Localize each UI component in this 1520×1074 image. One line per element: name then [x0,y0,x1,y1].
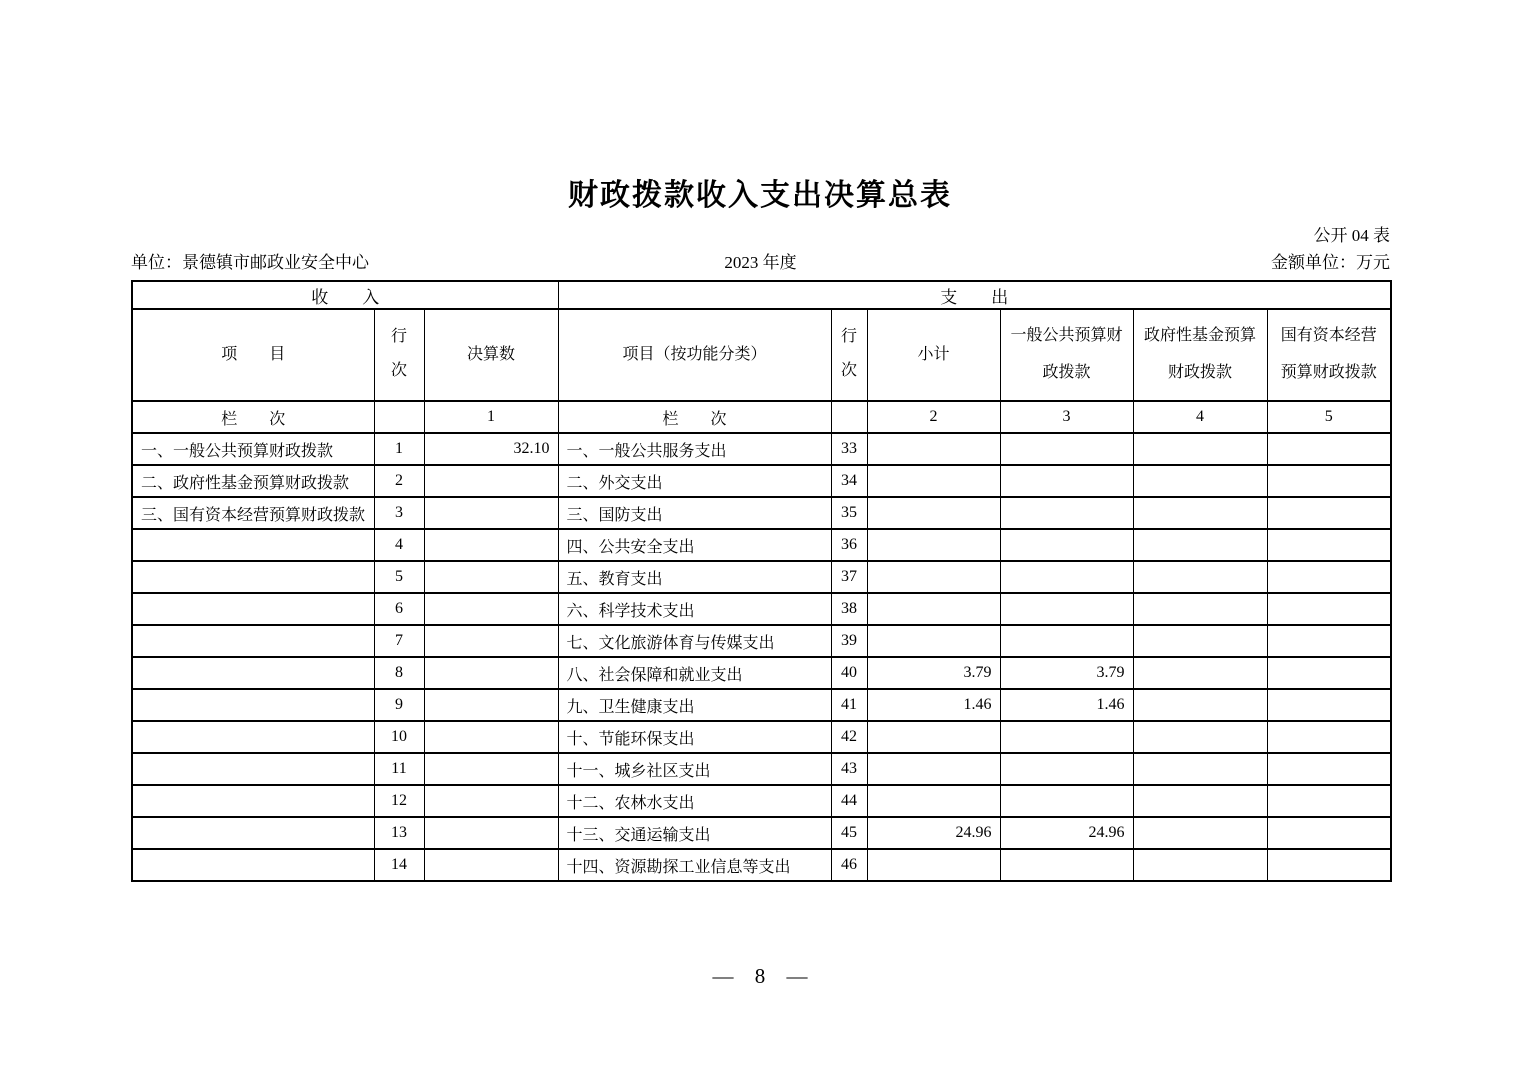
income-amount [424,689,558,721]
general-budget-value [1000,529,1133,561]
state-capital-value [1267,529,1391,561]
col-header-gov-fund: 政府性基金预算财政拨款 [1133,309,1267,401]
expense-item: 四、公共安全支出 [558,529,831,561]
subtotal-value [867,753,1000,785]
income-amount [424,785,558,817]
expense-row-no: 34 [831,465,867,497]
index-col-4: 4 [1133,401,1267,433]
table-row [132,785,1391,817]
gov-fund-value [1133,529,1267,561]
index-col-1: 1 [424,401,558,433]
income-row-no: 5 [374,561,424,593]
fiscal-appropriation-table [131,280,1392,882]
state-capital-value [1267,561,1391,593]
general-budget-value: 3.79 [1000,657,1133,689]
index-col-3: 3 [1000,401,1133,433]
expense-row-no: 44 [831,785,867,817]
income-amount [424,561,558,593]
expense-row-no: 37 [831,561,867,593]
table-row [132,817,1391,849]
general-budget-value: 24.96 [1000,817,1133,849]
subtotal-value: 1.46 [867,689,1000,721]
income-row-no: 8 [374,657,424,689]
general-budget-value [1000,625,1133,657]
column-index-row [132,401,1391,433]
income-amount [424,849,558,881]
expense-row-no: 39 [831,625,867,657]
expense-row-no: 43 [831,753,867,785]
subtotal-value [867,593,1000,625]
gov-fund-value [1133,689,1267,721]
expense-item: 十二、农林水支出 [558,785,831,817]
expense-item: 五、教育支出 [558,561,831,593]
gov-fund-value [1133,625,1267,657]
col-header-general-budget: 一般公共预算财政拨款 [1000,309,1133,401]
gov-fund-value [1133,561,1267,593]
gov-fund-value [1133,657,1267,689]
col-header-state-capital: 国有资本经营预算财政拨款 [1267,309,1391,401]
state-capital-value [1267,657,1391,689]
subtotal-value [867,497,1000,529]
state-capital-value [1267,689,1391,721]
income-amount [424,753,558,785]
income-amount [424,625,558,657]
general-budget-value [1000,753,1133,785]
income-amount [424,657,558,689]
index-empty-cell [831,401,867,433]
expense-row-no: 33 [831,433,867,465]
expense-item: 九、卫生健康支出 [558,689,831,721]
doc-number: 公开 04 表 [1313,226,1390,245]
amount-unit: 金额单位：万元 [1271,253,1390,272]
expense-row-no: 46 [831,849,867,881]
state-capital-value [1267,433,1391,465]
gov-fund-value [1133,753,1267,785]
income-amount [424,721,558,753]
income-item [132,593,374,625]
subtotal-value [867,785,1000,817]
index-expense-label: 栏 次 [558,401,831,433]
expense-row-no: 45 [831,817,867,849]
income-item [132,753,374,785]
subtotal-value: 3.79 [867,657,1000,689]
income-item [132,849,374,881]
expense-item: 十四、资源勘探工业信息等支出 [558,849,831,881]
income-row-no: 11 [374,753,424,785]
subtotal-value [867,529,1000,561]
table-row [132,465,1391,497]
column-header-row [132,309,1391,401]
gov-fund-value [1133,433,1267,465]
income-item [132,561,374,593]
income-row-no: 1 [374,433,424,465]
table-row [132,561,1391,593]
expense-item: 六、科学技术支出 [558,593,831,625]
expense-item: 二、外交支出 [558,465,831,497]
general-budget-value [1000,433,1133,465]
general-budget-value [1000,593,1133,625]
expense-row-no: 42 [831,721,867,753]
income-item: 一、一般公共预算财政拨款 [132,433,374,465]
state-capital-value [1267,465,1391,497]
expense-section-header: 支 出 [558,281,1391,309]
col-header-expense-row-no [831,309,867,401]
meta-row [131,248,1390,272]
gov-fund-value [1133,593,1267,625]
table-row [132,433,1391,465]
income-item [132,657,374,689]
income-row-no: 14 [374,849,424,881]
income-row-no: 13 [374,817,424,849]
general-budget-value [1000,497,1133,529]
state-capital-value [1267,625,1391,657]
page-title: 财政拨款收入支出决算总表 [568,179,952,212]
expense-row-no: 40 [831,657,867,689]
table-row [132,689,1391,721]
index-income-label: 栏 次 [132,401,374,433]
col-header-income-row-no [374,309,424,401]
row-no-label: 行次 [390,328,407,379]
income-row-no: 10 [374,721,424,753]
general-budget-value [1000,785,1133,817]
subtotal-value [867,849,1000,881]
gov-fund-value [1133,721,1267,753]
state-capital-value [1267,721,1391,753]
income-row-no: 6 [374,593,424,625]
subtotal-value [867,433,1000,465]
income-amount [424,497,558,529]
col-header-expense-item: 项目（按功能分类） [558,309,831,401]
subtotal-value: 24.96 [867,817,1000,849]
table-row [132,593,1391,625]
expense-row-no: 41 [831,689,867,721]
expense-item: 十一、城乡社区支出 [558,753,831,785]
income-row-no: 4 [374,529,424,561]
general-budget-value [1000,561,1133,593]
expense-row-no: 38 [831,593,867,625]
general-budget-value: 1.46 [1000,689,1133,721]
gov-fund-value [1133,465,1267,497]
income-item [132,689,374,721]
expense-item: 八、社会保障和就业支出 [558,657,831,689]
col-header-subtotal: 小计 [867,309,1000,401]
income-item [132,529,374,561]
income-amount [424,593,558,625]
income-item [132,817,374,849]
table-row [132,529,1391,561]
subtotal-value [867,721,1000,753]
income-amount [424,529,558,561]
income-item [132,721,374,753]
general-budget-value [1000,849,1133,881]
income-amount [424,817,558,849]
state-capital-value [1267,817,1391,849]
expense-item: 七、文化旅游体育与传媒支出 [558,625,831,657]
expense-item: 一、一般公共服务支出 [558,433,831,465]
income-item: 三、国有资本经营预算财政拨款 [132,497,374,529]
income-section-header: 收 入 [132,281,558,309]
table-row [132,721,1391,753]
general-budget-value [1000,721,1133,753]
expense-item: 十三、交通运输支出 [558,817,831,849]
expense-row-no: 36 [831,529,867,561]
index-empty-cell [374,401,424,433]
page-number: — 8 — [712,964,808,988]
subtotal-value [867,625,1000,657]
table-row [132,753,1391,785]
income-amount: 32.10 [424,433,558,465]
subtotal-value [867,561,1000,593]
income-item [132,625,374,657]
income-row-no: 3 [374,497,424,529]
table-row [132,849,1391,881]
income-row-no: 2 [374,465,424,497]
subtotal-value [867,465,1000,497]
income-row-no: 9 [374,689,424,721]
gov-fund-value [1133,817,1267,849]
index-col-5: 5 [1267,401,1391,433]
state-capital-value [1267,753,1391,785]
general-budget-value [1000,465,1133,497]
gov-fund-value [1133,849,1267,881]
unit-name: 单位：景德镇市邮政业安全中心 [131,253,369,272]
section-header-row [132,281,1391,309]
state-capital-value [1267,849,1391,881]
expense-row-no: 35 [831,497,867,529]
income-row-no: 12 [374,785,424,817]
income-row-no: 7 [374,625,424,657]
gov-fund-value [1133,497,1267,529]
col-header-final-amount: 决算数 [424,309,558,401]
row-no-label: 行次 [840,328,857,379]
table-row [132,625,1391,657]
expense-item: 三、国防支出 [558,497,831,529]
income-item [132,785,374,817]
income-item: 二、政府性基金预算财政拨款 [132,465,374,497]
state-capital-value [1267,497,1391,529]
fiscal-year: 2023 年度 [724,253,797,272]
income-amount [424,465,558,497]
table-row [132,497,1391,529]
state-capital-value [1267,593,1391,625]
gov-fund-value [1133,785,1267,817]
expense-item: 十、节能环保支出 [558,721,831,753]
col-header-income-item: 项 目 [132,309,374,401]
table-row [132,657,1391,689]
state-capital-value [1267,785,1391,817]
index-col-2: 2 [867,401,1000,433]
